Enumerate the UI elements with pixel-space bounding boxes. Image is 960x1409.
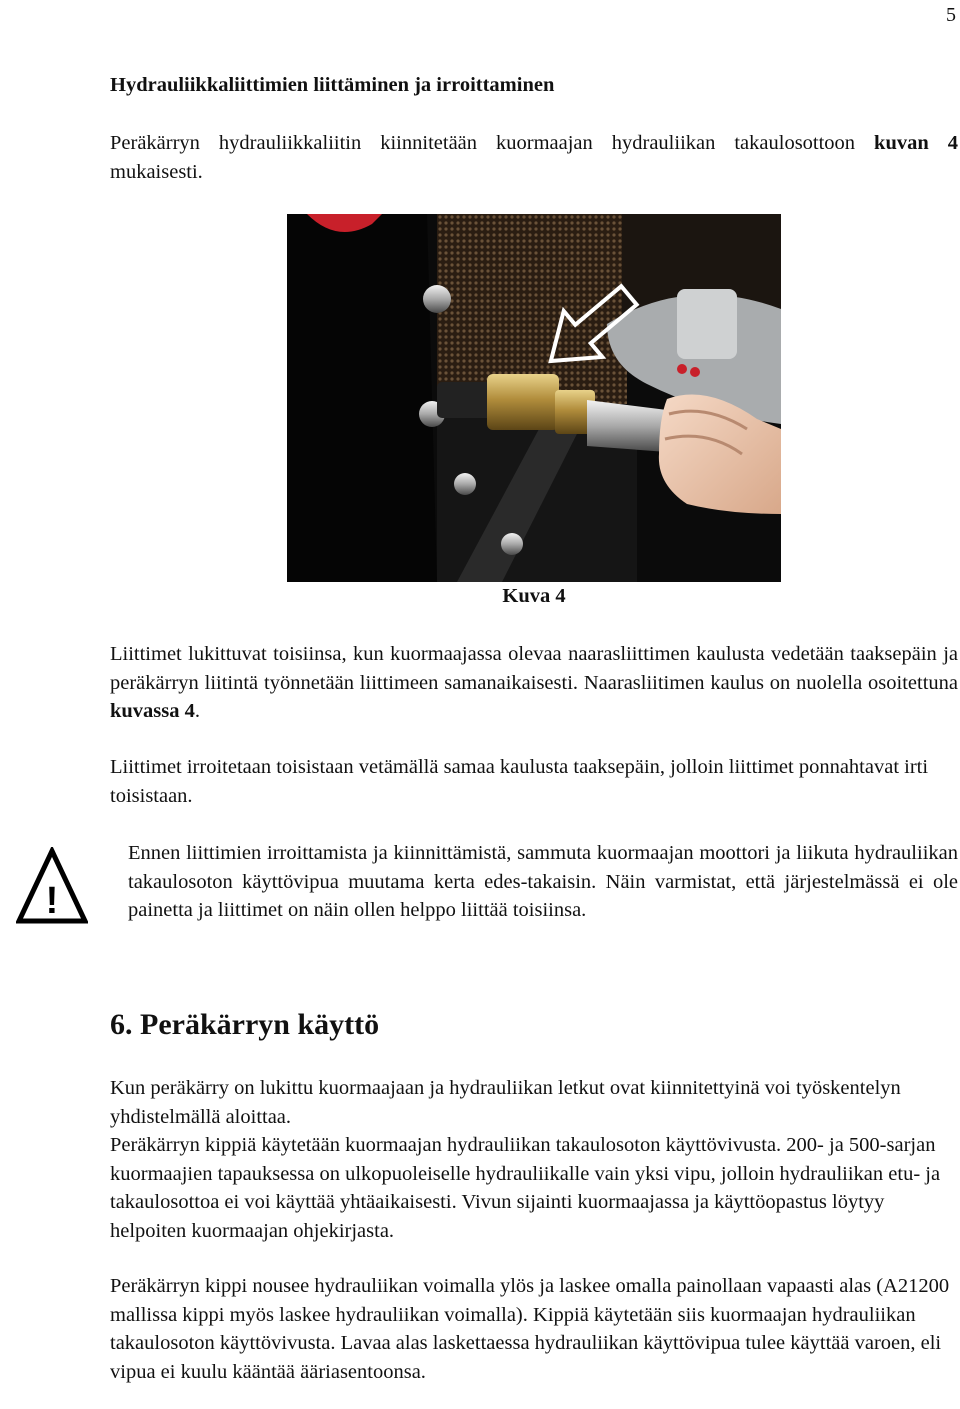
para1-text-before: Liittimet lukittuvat toisiinsa, kun kuormaajassa olevaa naarasliittimen kaulusta vedetään taaksepäin ja peräkärryn liitintä työnnetään liittimeen samanaikaisesti. Naarasliitimen kaulus on nuolella osoitettuna	[110, 643, 958, 694]
intro-figure-ref: kuvan 4	[874, 132, 958, 154]
warning-triangle-icon	[16, 847, 88, 925]
section-heading: Hydrauliikkaliittimien liittäminen ja irroittaminen	[110, 74, 555, 96]
usage-paragraph-3: Peräkärryn kippi nousee hydrauliikan voimalla ylös ja laskee omalla painollaan vapaasti alas (A21200 mallissa kippi myös laskee hydrauliikan voimalla). Kippiä käytetään siis kuormaajan hydrauliikan takaulosoton käyttövivusta. Lavaa alas laskettaessa hydrauliikan käyttövipua tulee käyttää varoen, eli vipua ei kuulu kääntää ääriasentoonsa.	[110, 1275, 950, 1383]
figure-caption: Kuva 4	[502, 585, 566, 607]
coupling-photo	[287, 214, 781, 582]
usage-paragraph-1: Kun peräkärry on lukittu kuormaajaan ja hydrauliikan letkut ovat kiinnitettyinä voi työskentelyn yhdistelmällä aloittaa.	[110, 1077, 901, 1128]
intro-paragraph	[110, 129, 958, 186]
chapter-heading: 6. Peräkärryn käyttö	[110, 1008, 380, 1041]
warning-text: Ennen liittimien irroittamista ja kiinnittämistä, sammuta kuormaajan moottori ja liikuta hydrauliikan takaulosoton käyttövipua muutama kerta edes-takaisin. Näin varmistat, että järjestelmässä ei ole painetta ja liittimet on näin ollen helppo liittää toisiinsa.	[128, 842, 958, 921]
para1-text-after: .	[194, 700, 201, 722]
coupling-release-paragraph: Liittimet irroitetaan toisistaan vetämällä samaa kaulusta taaksepäin, jolloin liittimet ponnahtavat irti toisistaan.	[110, 756, 929, 807]
coupling-lock-paragraph	[110, 640, 958, 726]
page-number: 5	[946, 4, 956, 26]
usage-paragraph-2: Peräkärryn kippiä käytetään kuormaajan hydrauliikan takaulosoton käyttövivusta. 200- ja 500-sarjan kuormaajien tapauksessa on ulkopuoleiselle hydrauliikalle vain yksi vipu, jolloin hydrauliikan etu- ja takaulosottoa ei voi käyttää yhtäaikaisesti. Vivun sijainti kuormaajassa ja käyttöopastus löytyy helpoiten kuormaajan ohjekirjasta.	[110, 1134, 941, 1242]
intro-text-before: Peräkärryn hydrauliikkaliitin kiinnitetään kuormaajan hydrauliikan takaulosottoon	[110, 132, 875, 154]
warning-exclamation: !	[45, 880, 59, 922]
intro-text-after: mukaisesti.	[110, 160, 203, 183]
para1-figure-ref: kuvassa 4	[110, 700, 195, 722]
